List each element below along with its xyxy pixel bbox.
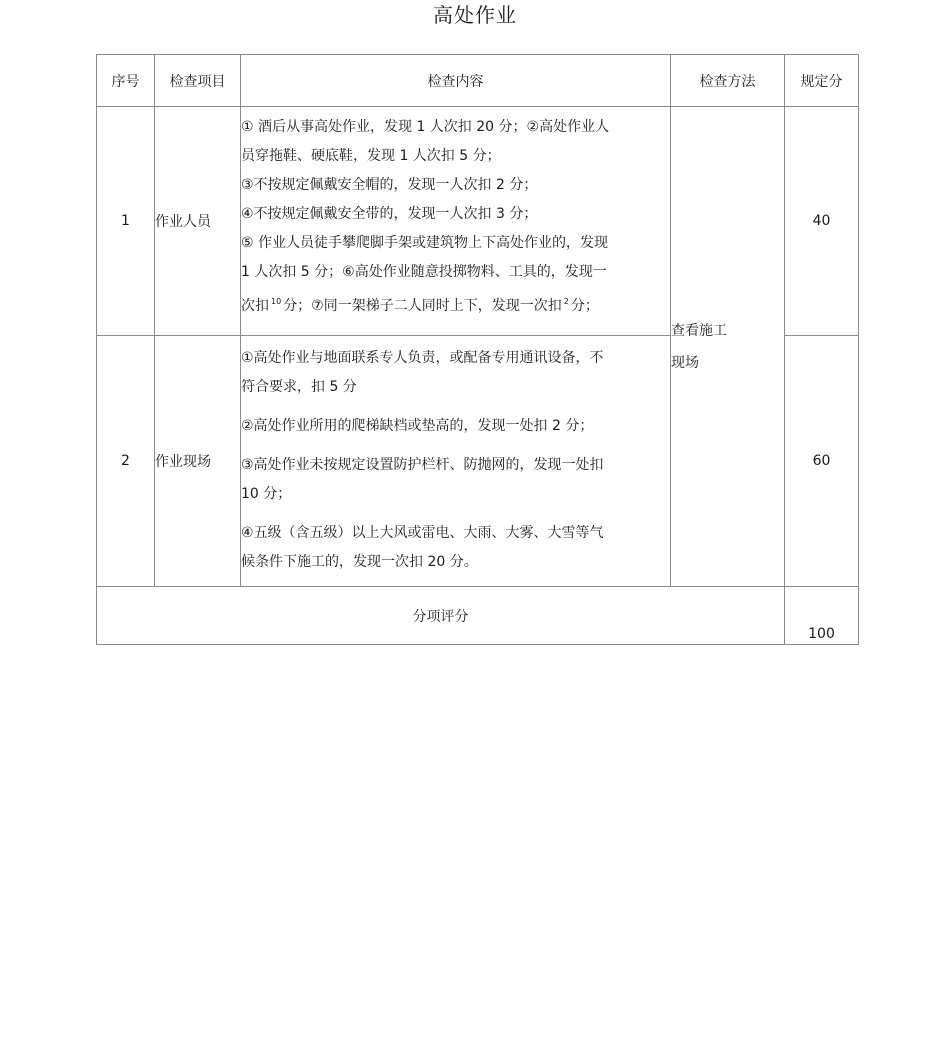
header-content: 检查内容 — [241, 55, 671, 107]
content-text: 分；⑦同一架梯子二人同时上下，发现一次扣 — [283, 298, 562, 314]
superscript-number: 2 — [563, 297, 569, 306]
content-paragraph — [241, 344, 670, 402]
header-method: 检查方法 — [671, 55, 785, 107]
content-line: ③不按规定佩戴安全帽的，发现一人次扣 2 分； — [241, 177, 538, 193]
row-score: 60 — [785, 336, 859, 587]
header-item: 检查项目 — [155, 55, 241, 107]
content-text: 分； — [570, 298, 599, 314]
content-line: 1 人次扣 5 分；⑥高处作业随意投掷物料、工具的，发现一 — [241, 264, 607, 280]
table-row — [97, 107, 859, 336]
header-seq: 序号 — [97, 55, 155, 107]
content-line: ④不按规定佩戴安全带的，发现一人次扣 3 分； — [241, 206, 538, 222]
row-score: 40 — [785, 107, 859, 336]
content-line: ① 酒后从事高处作业，发现 1 人次扣 20 分；②高处作业人 — [241, 119, 610, 135]
content-paragraph — [241, 451, 670, 509]
row-content — [241, 107, 671, 336]
row-seq: 1 — [97, 107, 155, 336]
summary-score: 100 — [785, 587, 859, 645]
table-header-row — [97, 55, 859, 107]
content-line: 10 分； — [241, 486, 292, 502]
method-cell — [671, 107, 785, 587]
summary-row — [97, 587, 859, 645]
content-line: 员穿拖鞋、硬底鞋，发现 1 人次扣 5 分； — [241, 148, 501, 164]
content-paragraph — [241, 519, 670, 577]
content-line: 候条件下施工的，发现一次扣 20 分。 — [241, 554, 478, 570]
content-line: ③高处作业未按规定设置防护栏杆、防抛网的，发现一处扣 — [241, 457, 604, 473]
method-line: 现场 — [671, 354, 699, 371]
superscript-number: 10 — [271, 297, 282, 306]
inspection-table — [96, 54, 859, 645]
header-score: 规定分 — [785, 55, 859, 107]
content-line: ②高处作业所用的爬梯缺档或垫高的，发现一处扣 2 分； — [241, 418, 594, 434]
content-line: ⑤ 作业人员徒手攀爬脚手架或建筑物上下高处作业的，发现 — [241, 235, 608, 251]
content-paragraph — [241, 412, 670, 441]
content-line — [241, 287, 670, 321]
row-item: 作业现场 — [155, 336, 241, 587]
method-line: 查看施工 — [671, 322, 727, 339]
row-item: 作业人员 — [155, 107, 241, 336]
summary-label: 分项评分 — [97, 587, 785, 645]
content-line: ④五级（含五级）以上大风或雷电、大雨、大雾、大雪等气 — [241, 525, 604, 541]
row-seq: 2 — [97, 336, 155, 587]
content-line: ①高处作业与地面联系专人负责，或配备专用通讯设备，不 — [241, 350, 604, 366]
row-content — [241, 336, 671, 587]
content-text: 次扣 — [241, 298, 269, 314]
content-line: 符合要求，扣 5 分 — [241, 379, 357, 395]
page-title: 高处作业 — [433, 3, 517, 27]
